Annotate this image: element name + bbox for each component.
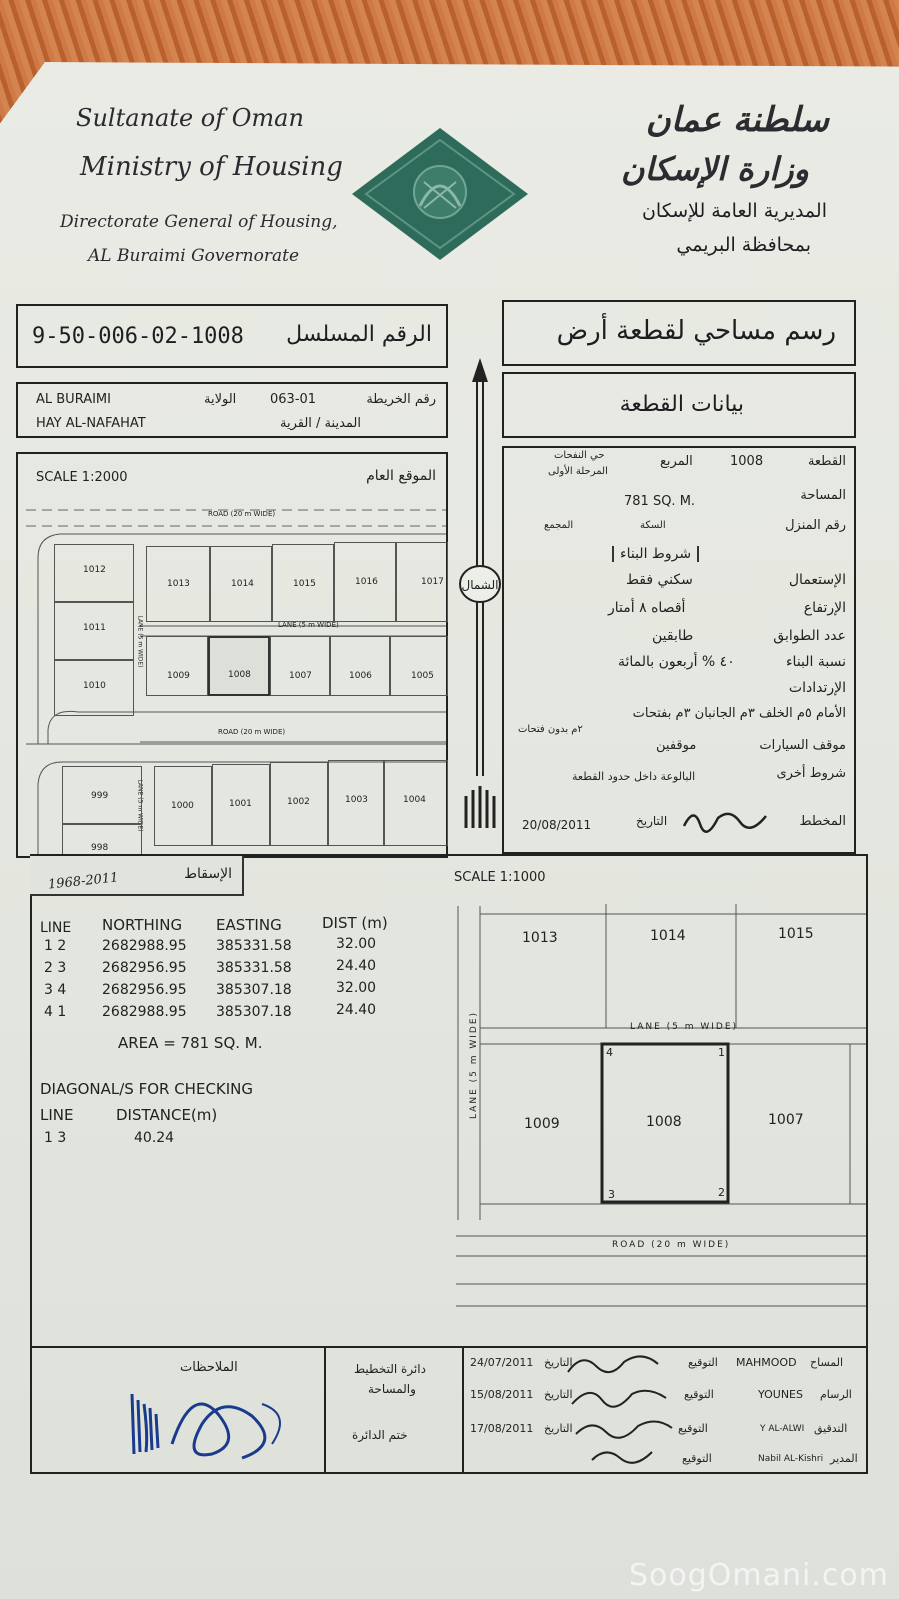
signoff-name: Nabil AL-Kishri — [758, 1454, 824, 1464]
area-label: المساحة — [800, 488, 846, 503]
header-ar-line4: بمحافظة البريمي — [676, 234, 811, 256]
general-plot: 1016 — [334, 542, 396, 622]
block-value: حي النفحات — [554, 450, 605, 461]
coord-row-northing: 2682956.95 — [102, 982, 187, 998]
header-en-line1: Sultanate of Oman — [76, 104, 304, 132]
coord-row-easting: 385307.18 — [216, 982, 292, 998]
header-ar-line3: المديرية العامة للإسكان — [641, 200, 827, 222]
signoff-name: MAHMOOD — [736, 1356, 797, 1369]
header-en-line3: Directorate General of Housing, — [60, 212, 338, 232]
diagonal-header-line: LINE — [40, 1106, 74, 1124]
general-location-label: الموقع العام — [366, 468, 436, 484]
plot-data-box — [502, 446, 856, 854]
building-conditions-title: شروط البناء — [612, 546, 699, 562]
signoff-role: التدقيق — [814, 1422, 848, 1435]
signoff-date: 17/08/2011 — [470, 1422, 534, 1435]
detail-lane-vertical-label: LANE (5 m WIDE) — [469, 1010, 480, 1120]
coord-row-dist: 24.40 — [336, 958, 377, 974]
detail-plot: 1014 — [650, 928, 686, 944]
signatures-section — [30, 1346, 868, 1474]
general-plot-highlighted: 1008 — [208, 636, 270, 696]
diagonal-row-line: 1 3 — [44, 1130, 67, 1146]
detail-scale: SCALE 1:1000 — [454, 870, 546, 885]
signoff-role: الرسام — [820, 1388, 852, 1401]
plot-value: 1008 — [730, 454, 764, 469]
coord-row-northing: 2682988.95 — [102, 1004, 187, 1020]
detail-plot-highlighted: 1008 — [646, 1114, 682, 1130]
plan-date: 20/08/2011 — [522, 818, 592, 832]
coord-row-dist: 32.00 — [336, 936, 377, 952]
general-plot: 999 — [62, 766, 142, 824]
coord-header-northing: NORTHING — [102, 916, 183, 934]
detail-plot: 1009 — [524, 1116, 560, 1132]
coord-row-northing: 2682988.95 — [102, 938, 187, 954]
diagonal-title: DIAGONAL/S FOR CHECKING — [40, 1080, 254, 1098]
area-summary: AREA = 781 SQ. M. — [118, 1034, 263, 1052]
block-value-2: المرحلة الأولى — [548, 466, 608, 477]
projection-label: الإسقاط — [184, 866, 232, 882]
floors-label: عدد الطوابق — [773, 628, 846, 644]
general-plot: 1006 — [330, 636, 390, 696]
coord-row-line: 3 4 — [44, 982, 67, 998]
general-plot: 1005 — [390, 636, 448, 696]
house-number-label: رقم المنزل — [785, 518, 846, 533]
ratio-value: ٤٠ % أربعون بالمائة — [618, 654, 735, 670]
setbacks-label: الإرتدادات — [788, 680, 846, 696]
ratio-label: نسبة البناء — [785, 654, 846, 670]
setbacks-value: الأمام ٥م الخلف ٣م الجانبان ٣م بفتحات — [632, 706, 846, 721]
projection-header — [30, 856, 244, 896]
general-location-map — [16, 452, 448, 858]
coord-row-easting: 385307.18 — [216, 1004, 292, 1020]
complex-label: المجمع — [544, 520, 574, 531]
remarks-signature — [122, 1374, 312, 1474]
plot-data-title-box — [502, 372, 856, 438]
detail-road-label: ROAD (20 m WIDE) — [612, 1240, 731, 1250]
height-label: الإرتفاع — [803, 600, 846, 616]
corner-3: 3 — [608, 1188, 615, 1201]
coord-row-dist: 32.00 — [336, 980, 377, 996]
department-label-2: والمساحة — [368, 1382, 416, 1396]
department-label: دائرة التخطيط — [354, 1362, 426, 1376]
general-plot: 1014 — [210, 546, 272, 622]
header-ar-line2: وزارة الإسكان — [620, 150, 809, 188]
general-scale: SCALE 1:2000 — [36, 470, 128, 485]
serial-number-box — [16, 304, 448, 368]
general-lane-left2-label: LANE (5 m WIDE) — [136, 779, 144, 832]
general-plot: 1003 — [328, 760, 384, 846]
location-box — [16, 382, 448, 438]
north-label: الشمال — [461, 578, 499, 592]
coord-header-line: LINE — [40, 920, 72, 936]
general-plot: 1001 — [212, 764, 270, 846]
sikka-label: السكة — [640, 520, 666, 531]
height-value: أقصاه ٨ أمتار — [608, 600, 686, 616]
floors-value: طابقين — [652, 628, 694, 644]
general-plot: 1007 — [270, 636, 330, 696]
general-plot: 1010 — [54, 660, 134, 716]
village-value: HAY AL-NAFAHAT — [36, 416, 146, 431]
corner-2: 2 — [718, 1186, 725, 1199]
detail-lane-horizontal-label: LANE (5 m WIDE) — [630, 1022, 739, 1032]
general-road-mid-label: ROAD (20 m WIDE) — [218, 728, 286, 736]
general-plot: 998 — [62, 824, 142, 858]
signoff-name: YOUNES — [758, 1388, 803, 1401]
general-plot: 1015 — [272, 544, 334, 622]
coord-row-line: 1 2 — [44, 938, 67, 954]
serial-label: الرقم المسلسل — [286, 322, 432, 347]
signoff-role: المدير — [830, 1452, 858, 1465]
watermark-text: SoogOmani.com — [629, 1558, 889, 1593]
general-lane-left1-label: LANE (5 m WIDE) — [136, 615, 144, 668]
area-value: 781 SQ. M. — [624, 494, 696, 509]
plot-label: القطعة — [807, 454, 846, 469]
signoff-sign-label: التوقيع — [684, 1388, 714, 1401]
ministry-emblem-seal — [350, 126, 530, 262]
general-plot: 1009 — [146, 636, 208, 696]
document-title-box — [502, 300, 856, 366]
parking-label: موقف السيارات — [759, 738, 846, 753]
coord-row-easting: 385331.58 — [216, 960, 292, 976]
setbacks-value-2: ٢م بدون فتحات — [518, 724, 583, 735]
use-label: الإستعمال — [788, 572, 846, 588]
parking-value: موقفين — [656, 738, 697, 753]
date-label: التاريخ — [636, 814, 668, 828]
wilayat-value: AL BURAIMI — [36, 392, 111, 407]
diagonal-header-distance: DISTANCE(m) — [116, 1106, 218, 1124]
signoff-date-label: التاريخ — [544, 1356, 573, 1369]
use-value: سكني فقط — [626, 572, 693, 588]
planner-signature — [680, 804, 770, 834]
coord-row-northing: 2682956.95 — [102, 960, 187, 976]
coord-row-line: 4 1 — [44, 1004, 67, 1020]
department-seal-label: ختم الدائرة — [352, 1428, 408, 1442]
coord-header-easting: EASTING — [216, 916, 282, 934]
coord-row-easting: 385331.58 — [216, 938, 292, 954]
other-conditions-value: البالوعة داخل حدود القطعة — [572, 770, 696, 783]
detail-plot: 1013 — [522, 930, 558, 946]
signoff-sign-label: التوقيع — [682, 1452, 712, 1465]
header-en-line2: Ministry of Housing — [80, 152, 343, 182]
general-road-top-label: ROAD (20 m WIDE) — [208, 510, 276, 518]
detail-plot: 1007 — [768, 1112, 804, 1128]
projection-stamp: 1968-2011 — [47, 870, 120, 893]
general-lane-mid-label: LANE (5 m WIDE) — [278, 621, 339, 629]
general-plot: 1000 — [154, 766, 212, 846]
header-en-line4: AL Buraimi Governorate — [88, 246, 300, 266]
map-number-value: 063-01 — [270, 392, 317, 407]
document-title: رسم مساحي لقطعة أرض — [556, 316, 836, 346]
north-arrow — [458, 356, 502, 836]
corner-1: 1 — [718, 1046, 725, 1059]
signoff-sign-label: التوقيع — [688, 1356, 718, 1369]
other-conditions-label: شروط أخرى — [776, 766, 846, 781]
signoff-role: المساح — [810, 1356, 844, 1369]
block-label: المربع — [660, 454, 693, 469]
map-number-label: رقم الخريطة — [366, 392, 436, 407]
coord-header-dist: DIST (m) — [322, 914, 388, 932]
diagonal-row-distance: 40.24 — [134, 1130, 175, 1146]
general-plot: 1011 — [54, 602, 134, 660]
general-plot: 1017 — [396, 542, 448, 622]
signoff-name: Y AL-ALWI — [760, 1424, 805, 1434]
corner-4: 4 — [606, 1046, 613, 1059]
signoff-date: 24/07/2011 — [470, 1356, 534, 1369]
coord-row-line: 2 3 — [44, 960, 67, 976]
signoff-date: 15/08/2011 — [470, 1388, 534, 1401]
general-plot: 1002 — [270, 762, 328, 846]
signoff-date-label: التاريخ — [544, 1388, 573, 1401]
planner-label: المخطط — [799, 814, 846, 829]
plot-data-title: بيانات القطعة — [619, 392, 744, 417]
village-label: المدينة / القرية — [280, 416, 361, 431]
handwritten-signatures — [562, 1348, 692, 1472]
header-ar-line1: سلطنة عمان — [645, 100, 829, 140]
remarks-label: الملاحظات — [180, 1360, 238, 1375]
coord-row-dist: 24.40 — [336, 1002, 377, 1018]
general-plot: 1012 — [54, 544, 134, 602]
detail-plot: 1015 — [778, 926, 814, 942]
serial-number: 9-50-006-02-1008 — [32, 324, 244, 349]
wilayat-label: الولاية — [204, 392, 237, 407]
signoff-sign-label: التوقيع — [678, 1422, 708, 1435]
general-plot: 1013 — [146, 546, 210, 622]
general-plot: 1004 — [384, 760, 448, 846]
signoff-date-label: التاريخ — [544, 1422, 573, 1435]
